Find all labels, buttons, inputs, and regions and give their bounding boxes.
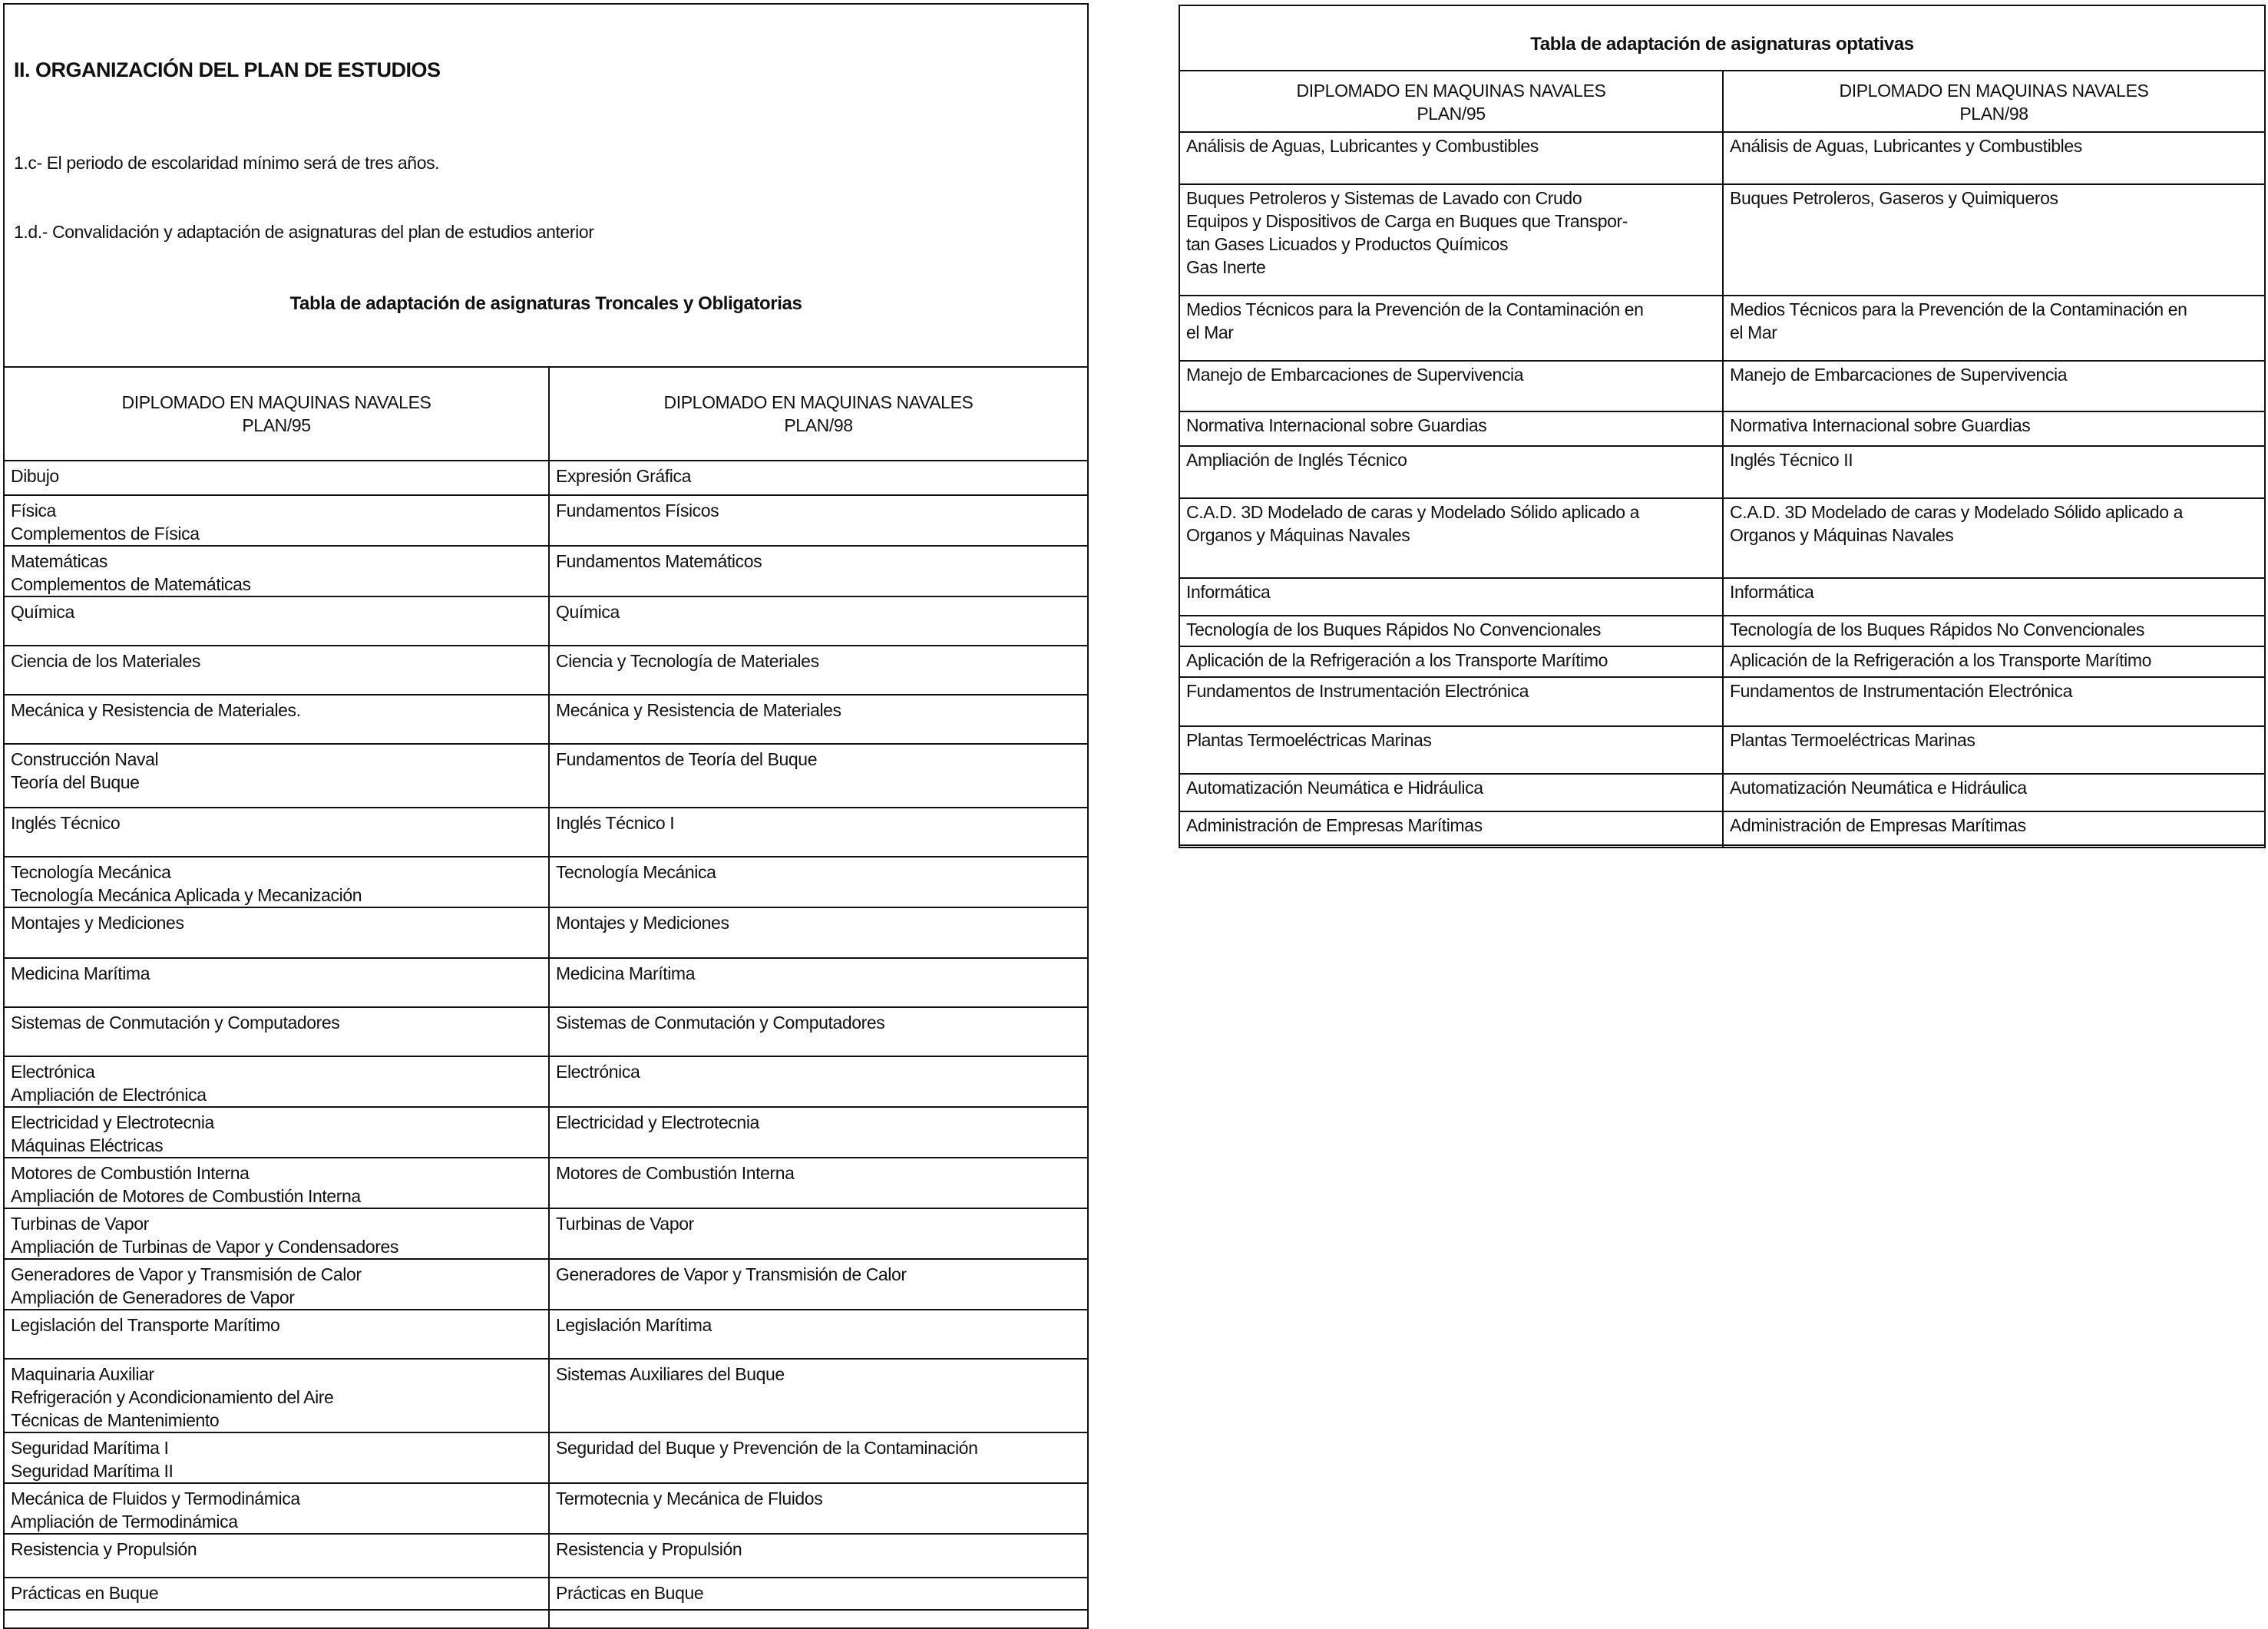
- table-cell: [1179, 616, 1723, 646]
- cell-text-line: Aplicación de la Refrigeración a los Transporte Marítimo: [1186, 650, 1608, 670]
- table-cell: [1179, 296, 1723, 361]
- table-row: [4, 1483, 1088, 1534]
- table-cell: [1179, 677, 1723, 726]
- cell-text-line: Normativa Internacional sobre Guardias: [1186, 415, 1487, 435]
- cell-text-line: DIPLOMADO EN MAQUINAS NAVALES: [1839, 81, 2149, 101]
- table-row: [1179, 411, 2265, 446]
- table-cell: [549, 1158, 1088, 1208]
- table-cell: [4, 461, 549, 495]
- cell-text-line: Mecánica de Fluidos y Termodinámica: [11, 1489, 300, 1508]
- optativas-section: [1179, 5, 2266, 846]
- cell-text-line: Química: [556, 602, 620, 622]
- table-row: [1179, 646, 2265, 677]
- table-cell: [1179, 446, 1723, 498]
- cell-text-line: Inglés Técnico I: [556, 813, 675, 833]
- table-cell: [1723, 184, 2265, 296]
- table-cell: [549, 1534, 1088, 1578]
- paragraph-1c: 1.c- El periodo de escolaridad mínimo será de tres años.: [14, 153, 440, 173]
- cell-text-line: Informática: [1186, 582, 1271, 602]
- table-row: [4, 646, 1088, 695]
- cell-text-line: Complementos de Matemáticas: [11, 574, 251, 594]
- table-cell: [4, 1158, 549, 1208]
- cell-text-line: Ciencia y Tecnología de Materiales: [556, 651, 819, 671]
- cell-text-line: Prácticas en Buque: [11, 1583, 159, 1603]
- table-cell: [549, 1007, 1088, 1056]
- cell-text-line: Teoría del Buque: [11, 772, 140, 792]
- table-cell: [549, 907, 1088, 958]
- table-cell: [1723, 616, 2265, 646]
- table-cell: [1723, 646, 2265, 677]
- cell-text-line: tan Gases Licuados y Productos Químicos: [1186, 234, 1509, 254]
- table-cell: [1723, 726, 2265, 774]
- table-cell: [1179, 498, 1723, 578]
- cell-text-line: Generadores de Vapor y Transmisión de Calor: [11, 1264, 362, 1284]
- table-cell: [549, 958, 1088, 1007]
- cell-text-line: Seguridad Marítima II: [11, 1461, 174, 1481]
- table-cell: [1723, 498, 2265, 578]
- table-cell: [4, 958, 549, 1007]
- table-row: [4, 744, 1088, 808]
- cell-text-line: Aplicación de la Refrigeración a los Transporte Marítimo: [1730, 650, 2152, 670]
- table-cell: [549, 808, 1088, 857]
- table-cell: [1723, 774, 2265, 811]
- table-row: [4, 546, 1088, 596]
- cell-text-line: Química: [11, 602, 74, 622]
- table-cell: [4, 1310, 549, 1359]
- cell-text-line: el Mar: [1186, 322, 1234, 342]
- table-cell: [1179, 811, 1723, 848]
- cell-text-line: Sistemas de Conmutación y Computadores: [556, 1013, 885, 1033]
- cell-text-line: Legislación del Transporte Marítimo: [11, 1315, 280, 1335]
- table-row: [1179, 446, 2265, 498]
- cell-text-line: Mecánica y Resistencia de Materiales: [556, 700, 841, 720]
- table-row: [4, 907, 1088, 958]
- table-row: [1179, 774, 2265, 811]
- cell-text-line: Tecnología de los Buques Rápidos No Convencionales: [1730, 620, 2145, 639]
- cell-text-line: Administración de Empresas Marítimas: [1730, 815, 2026, 835]
- table-row: [1179, 498, 2265, 578]
- cell-text-line: PLAN/98: [784, 415, 853, 435]
- table-cell: [549, 695, 1088, 744]
- table-row: [1179, 361, 2265, 411]
- cell-text-line: Organos y Máquinas Navales: [1186, 525, 1410, 545]
- table-row: [4, 1208, 1088, 1259]
- table-cell: [4, 808, 549, 857]
- cell-text-line: Medios Técnicos para la Prevención de la Contaminación en: [1186, 299, 1644, 319]
- cell-text-line: Electrónica: [11, 1062, 95, 1082]
- table-cell: [549, 1432, 1088, 1483]
- cell-text-line: Seguridad Marítima I: [11, 1438, 169, 1458]
- table-cell: [4, 1534, 549, 1578]
- table-cell: [1179, 184, 1723, 296]
- cell-text-line: Organos y Máquinas Navales: [1730, 525, 1954, 545]
- table-cell: [1179, 132, 1723, 184]
- cell-text-line: Electrónica: [556, 1062, 640, 1082]
- cell-text-line: Plantas Termoeléctricas Marinas: [1730, 730, 1975, 750]
- paragraph-1d: 1.d.- Convalidación y adaptación de asignaturas del plan de estudios anterior: [14, 222, 594, 242]
- table-row: [4, 596, 1088, 646]
- cell-text-line: Montajes y Mediciones: [556, 913, 729, 933]
- column-header: [549, 367, 1088, 461]
- cell-text-line: Fundamentos Matemáticos: [556, 551, 762, 571]
- cell-text-line: PLAN/95: [1417, 104, 1486, 124]
- cell-text-line: Electricidad y Electrotecnia: [556, 1112, 759, 1132]
- cell-text-line: Tecnología Mecánica: [11, 862, 171, 882]
- table-cell: [549, 546, 1088, 596]
- table-cell: [4, 1432, 549, 1483]
- cell-text-line: Complementos de Física: [11, 524, 200, 544]
- table-row: [4, 808, 1088, 857]
- cell-text-line: DIPLOMADO EN MAQUINAS NAVALES: [121, 392, 431, 412]
- table-cell: [1723, 446, 2265, 498]
- table-row: [4, 1432, 1088, 1483]
- table-row: [4, 1158, 1088, 1208]
- cell-text-line: Mecánica y Resistencia de Materiales.: [11, 700, 301, 720]
- cell-text-line: Gas Inerte: [1186, 257, 1266, 277]
- table-cell: [1723, 132, 2265, 184]
- cell-text-line: Normativa Internacional sobre Guardias: [1730, 415, 2031, 435]
- table-row: [4, 695, 1088, 744]
- table-cell: [549, 1359, 1088, 1432]
- cell-text-line: Fundamentos Físicos: [556, 501, 719, 520]
- cell-text-line: Legislación Marítima: [556, 1315, 712, 1335]
- cell-text-line: Sistemas Auxiliares del Buque: [556, 1364, 785, 1384]
- cell-text-line: C.A.D. 3D Modelado de caras y Modelado Sólido aplicado a: [1186, 502, 1640, 522]
- table-cell: [1723, 811, 2265, 848]
- cell-text-line: Fundamentos de Instrumentación Electrónica: [1730, 681, 2073, 701]
- cell-text-line: Administración de Empresas Marítimas: [1186, 815, 1483, 835]
- cell-text-line: Tecnología de los Buques Rápidos No Convencionales: [1186, 620, 1602, 639]
- cell-text-line: Resistencia y Propulsión: [556, 1539, 742, 1559]
- table-cell: [549, 495, 1088, 546]
- column-header: [1723, 71, 2265, 132]
- cell-text-line: Expresión Gráfica: [556, 466, 691, 486]
- cell-text-line: Análisis de Aguas, Lubricantes y Combustibles: [1730, 136, 2082, 156]
- cell-text-line: Análisis de Aguas, Lubricantes y Combustibles: [1186, 136, 1539, 156]
- table-cell: [1179, 361, 1723, 411]
- table-cell: [549, 1310, 1088, 1359]
- cell-text-line: PLAN/98: [1959, 104, 2028, 124]
- cell-text-line: Fundamentos de Instrumentación Electrónica: [1186, 681, 1529, 701]
- table-cell: [1723, 677, 2265, 726]
- table-cell: [549, 1483, 1088, 1534]
- table-row: [4, 1107, 1088, 1158]
- table-cell: [549, 1208, 1088, 1259]
- table-cell: [4, 495, 549, 546]
- table-cell: [1723, 411, 2265, 446]
- table-cell: [4, 1578, 549, 1628]
- cell-text-line: Turbinas de Vapor: [11, 1214, 149, 1234]
- table-row: [1179, 726, 2265, 774]
- cell-text-line: Medios Técnicos para la Prevención de la Contaminación en: [1730, 299, 2187, 319]
- cell-text-line: Medicina Marítima: [556, 963, 696, 983]
- table-cell: [1179, 646, 1723, 677]
- table-row: [4, 1310, 1088, 1359]
- cell-text-line: Ampliación de Inglés Técnico: [1186, 450, 1407, 470]
- table-row: [1179, 811, 2265, 848]
- table-cell: [1179, 578, 1723, 616]
- header-row: [4, 367, 1088, 461]
- cell-text-line: Matemáticas: [11, 551, 107, 571]
- table-row: [1179, 616, 2265, 646]
- cell-text-line: Buques Petroleros y Sistemas de Lavado con Crudo: [1186, 188, 1582, 208]
- cell-text-line: Máquinas Eléctricas: [11, 1135, 164, 1155]
- optativas-adaptation-table: [1179, 70, 2266, 848]
- table-row: [1179, 132, 2265, 184]
- table-cell: [4, 1359, 549, 1432]
- table-cell: [549, 596, 1088, 646]
- optativas-table-title: Tabla de adaptación de asignaturas optativas: [1530, 34, 1914, 55]
- table-row: [1179, 296, 2265, 361]
- cell-text-line: Manejo de Embarcaciones de Supervivencia: [1186, 365, 1524, 385]
- cell-text-line: el Mar: [1730, 322, 1777, 342]
- table-row: [4, 495, 1088, 546]
- table-row: [1179, 184, 2265, 296]
- table-cell: [549, 857, 1088, 907]
- troncales-section: [3, 3, 1089, 1611]
- cell-text-line: Refrigeración y Acondicionamiento del Aire: [11, 1387, 334, 1407]
- table-cell: [549, 1056, 1088, 1107]
- table-row: [4, 1534, 1088, 1578]
- table-cell: [4, 907, 549, 958]
- section-heading: II. ORGANIZACIÓN DEL PLAN DE ESTUDIOS: [14, 58, 441, 81]
- cell-text-line: Tecnología Mecánica Aplicada y Mecanización: [11, 885, 362, 905]
- column-header: [1179, 71, 1723, 132]
- table-cell: [4, 1259, 549, 1310]
- table-row: [1179, 578, 2265, 616]
- header-row: [1179, 71, 2265, 132]
- table-cell: [1179, 411, 1723, 446]
- table-row: [4, 1007, 1088, 1056]
- cell-text-line: PLAN/95: [242, 415, 311, 435]
- table-cell: [549, 1578, 1088, 1628]
- cell-text-line: Ampliación de Generadores de Vapor: [11, 1287, 295, 1307]
- table-row: [4, 1259, 1088, 1310]
- cell-text-line: Equipos y Dispositivos de Carga en Buques que Transpor-: [1186, 211, 1628, 231]
- table-cell: [1723, 296, 2265, 361]
- table-row: [4, 1359, 1088, 1432]
- table-row: [4, 1056, 1088, 1107]
- cell-text-line: DIPLOMADO EN MAQUINAS NAVALES: [663, 392, 974, 412]
- table-cell: [549, 1259, 1088, 1310]
- cell-text-line: Electricidad y Electrotecnia: [11, 1112, 214, 1132]
- table-cell: [4, 1056, 549, 1107]
- cell-text-line: DIPLOMADO EN MAQUINAS NAVALES: [1296, 81, 1606, 101]
- table-cell: [4, 646, 549, 695]
- table-cell: [4, 596, 549, 646]
- column-header: [4, 367, 549, 461]
- table-cell: [4, 1208, 549, 1259]
- table-cell: [549, 646, 1088, 695]
- cell-text-line: Automatización Neumática e Hidráulica: [1730, 778, 2027, 798]
- table-cell: [1179, 726, 1723, 774]
- cell-text-line: Ciencia de los Materiales: [11, 651, 200, 671]
- table-cell: [1723, 361, 2265, 411]
- cell-text-line: Ampliación de Electrónica: [11, 1085, 207, 1105]
- cell-text-line: Construcción Naval: [11, 749, 159, 769]
- cell-text-line: Motores de Combustión Interna: [556, 1163, 795, 1183]
- table-row: [4, 857, 1088, 907]
- cell-text-line: Buques Petroleros, Gaseros y Quimiqueros: [1730, 188, 2058, 208]
- table-row: [4, 461, 1088, 495]
- cell-text-line: Termotecnia y Mecánica de Fluidos: [556, 1489, 823, 1508]
- cell-text-line: Seguridad del Buque y Prevención de la Contaminación: [556, 1438, 978, 1458]
- table-row: [4, 1578, 1088, 1628]
- table-cell: [549, 744, 1088, 808]
- table-cell: [549, 461, 1088, 495]
- table-cell: [4, 1007, 549, 1056]
- cell-text-line: Inglés Técnico II: [1730, 450, 1853, 470]
- cell-text-line: Sistemas de Conmutación y Computadores: [11, 1013, 340, 1033]
- cell-text-line: Prácticas en Buque: [556, 1583, 704, 1603]
- table-cell: [1179, 774, 1723, 811]
- table-row: [4, 958, 1088, 1007]
- cell-text-line: Maquinaria Auxiliar: [11, 1364, 154, 1384]
- cell-text-line: Ampliación de Termodinámica: [11, 1512, 238, 1532]
- table-row: [1179, 677, 2265, 726]
- cell-text-line: Física: [11, 501, 56, 520]
- cell-text-line: Ampliación de Turbinas de Vapor y Condensadores: [11, 1237, 398, 1257]
- cell-text-line: Motores de Combustión Interna: [11, 1163, 250, 1183]
- table-cell: [4, 1483, 549, 1534]
- cell-text-line: Informática: [1730, 582, 1814, 602]
- cell-text-line: Fundamentos de Teoría del Buque: [556, 749, 818, 769]
- table-cell: [4, 1107, 549, 1158]
- table-cell: [4, 695, 549, 744]
- cell-text-line: Inglés Técnico: [11, 813, 121, 833]
- cell-text-line: Resistencia y Propulsión: [11, 1539, 197, 1559]
- cell-text-line: Plantas Termoeléctricas Marinas: [1186, 730, 1432, 750]
- table-cell: [4, 857, 549, 907]
- troncales-adaptation-table: [3, 366, 1089, 1629]
- cell-text-line: Montajes y Mediciones: [11, 913, 184, 933]
- cell-text-line: Manejo de Embarcaciones de Supervivencia: [1730, 365, 2068, 385]
- cell-text-line: Generadores de Vapor y Transmisión de Calor: [556, 1264, 907, 1284]
- table-cell: [1723, 578, 2265, 616]
- table-cell: [4, 546, 549, 596]
- cell-text-line: Medicina Marítima: [11, 963, 150, 983]
- cell-text-line: Turbinas de Vapor: [556, 1214, 694, 1234]
- table-cell: [549, 1107, 1088, 1158]
- cell-text-line: Ampliación de Motores de Combustión Interna: [11, 1186, 361, 1206]
- cell-text-line: Tecnología Mecánica: [556, 862, 716, 882]
- cell-text-line: Dibujo: [11, 466, 59, 486]
- table-cell: [4, 744, 549, 808]
- cell-text-line: Automatización Neumática e Hidráulica: [1186, 778, 1483, 798]
- cell-text-line: C.A.D. 3D Modelado de caras y Modelado Sólido aplicado a: [1730, 502, 2184, 522]
- troncales-table-title: Tabla de adaptación de asignaturas Troncales y Obligatorias: [289, 293, 802, 314]
- cell-text-line: Técnicas de Mantenimiento: [11, 1410, 220, 1430]
